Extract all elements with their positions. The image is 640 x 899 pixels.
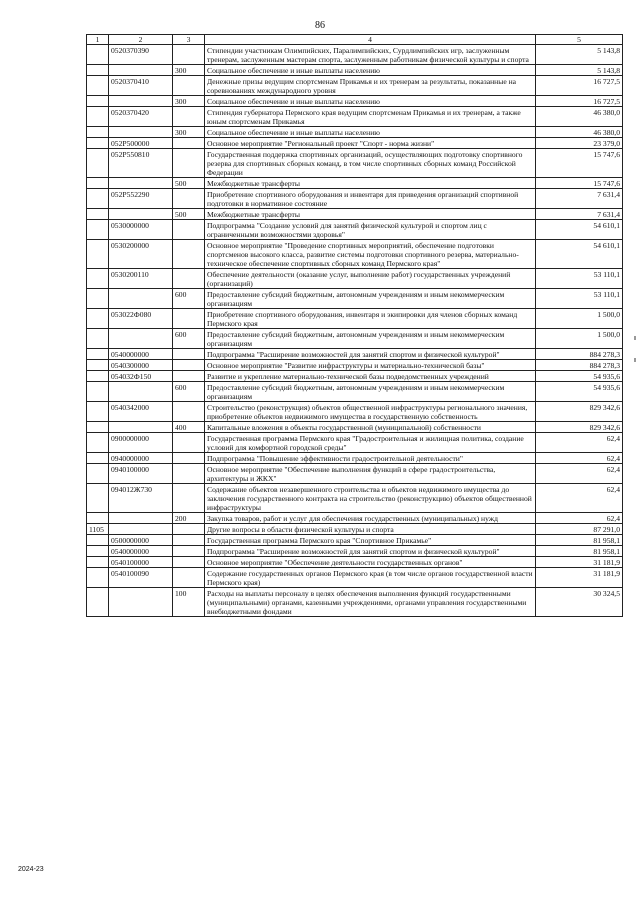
table-row	[87, 45, 623, 65]
section-code-cell	[87, 96, 109, 107]
section-code-cell	[87, 329, 109, 349]
amount-cell: 46 380,0	[536, 127, 623, 138]
section-code-cell	[87, 209, 109, 220]
expense-type-cell	[173, 433, 205, 453]
amount-cell: 53 110,1	[536, 289, 623, 309]
amount-cell: 30 324,5	[536, 588, 623, 617]
table-row	[87, 289, 623, 309]
expense-type-cell: 200	[173, 513, 205, 524]
section-code-cell	[87, 402, 109, 422]
item-name-cell: Капитальные вложения в объекты государственной (муниципальной) собственности	[205, 422, 536, 433]
item-name-cell: Основное мероприятие "Региональный проект "Спорт - норма жизни"	[205, 138, 536, 149]
section-code-cell	[87, 149, 109, 178]
expense-type-cell	[173, 138, 205, 149]
section-code-cell	[87, 464, 109, 484]
amount-cell: 15 747,6	[536, 178, 623, 189]
target-article-cell	[109, 513, 173, 524]
table-row	[87, 309, 623, 329]
target-article-cell: 0540300000	[109, 360, 173, 371]
amount-cell: 16 727,5	[536, 76, 623, 96]
amount-cell: 54 935,6	[536, 371, 623, 382]
table-row	[87, 107, 623, 127]
target-article-cell: 0540000000	[109, 349, 173, 360]
target-article-cell	[109, 127, 173, 138]
expense-type-cell	[173, 453, 205, 464]
table-row	[87, 484, 623, 513]
target-article-cell: 0500000000	[109, 535, 173, 546]
expense-type-cell: 300	[173, 127, 205, 138]
section-code-cell	[87, 189, 109, 209]
target-article-cell	[109, 209, 173, 220]
item-name-cell: Содержание государственных органов Пермского края (в том числе органов государственной власти Пермского края)	[205, 568, 536, 588]
expense-type-cell: 600	[173, 382, 205, 402]
target-article-cell: 0940100000	[109, 464, 173, 484]
table-row	[87, 329, 623, 349]
section-code-cell	[87, 422, 109, 433]
section-code-cell	[87, 382, 109, 402]
section-code-cell	[87, 127, 109, 138]
amount-cell: 54 610,1	[536, 220, 623, 240]
expense-type-cell	[173, 149, 205, 178]
table-row	[87, 422, 623, 433]
table-row	[87, 149, 623, 178]
section-code-cell	[87, 557, 109, 568]
amount-cell: 1 500,0	[536, 329, 623, 349]
amount-cell: 62,4	[536, 484, 623, 513]
section-code-cell	[87, 546, 109, 557]
section-code-cell	[87, 433, 109, 453]
section-code-cell	[87, 289, 109, 309]
expense-type-cell	[173, 557, 205, 568]
target-article-cell: 0530200000	[109, 240, 173, 269]
item-name-cell: Предоставление субсидий бюджетным, автономным учреждениям и иным некоммерческим организациям	[205, 382, 536, 402]
item-name-cell: Строительство (реконструкция) объектов общественной инфраструктуры регионального значения, приобретение объектов недвижимого имущества в государственную собственность	[205, 402, 536, 422]
table-row	[87, 382, 623, 402]
section-code-cell	[87, 309, 109, 329]
amount-cell: 81 958,1	[536, 546, 623, 557]
table-row	[87, 568, 623, 588]
amount-cell: 81 958,1	[536, 535, 623, 546]
amount-cell: 5 143,8	[536, 45, 623, 65]
item-name-cell: Социальное обеспечение и иные выплаты населению	[205, 127, 536, 138]
item-name-cell: Основное мероприятие "Обеспечение выполнения функций в сфере градостроительства, архитектуры и ЖКХ"	[205, 464, 536, 484]
target-article-cell: 0540100000	[109, 557, 173, 568]
expense-type-cell	[173, 568, 205, 588]
section-code-cell	[87, 107, 109, 127]
target-article-cell	[109, 382, 173, 402]
section-code-cell	[87, 269, 109, 289]
target-article-cell	[109, 588, 173, 617]
expense-type-cell	[173, 464, 205, 484]
amount-cell: 884 278,3	[536, 349, 623, 360]
amount-cell: 54 935,6	[536, 382, 623, 402]
target-article-cell: 094012Ж730	[109, 484, 173, 513]
amount-cell: 53 110,1	[536, 269, 623, 289]
item-name-cell: Предоставление субсидий бюджетным, автономным учреждениям и иным некоммерческим организациям	[205, 289, 536, 309]
target-article-cell	[109, 524, 173, 535]
column-header-1: 1	[87, 35, 109, 45]
document-code: 2024-23	[18, 866, 44, 873]
expense-type-cell: 300	[173, 65, 205, 76]
item-name-cell: Социальное обеспечение и иные выплаты населению	[205, 65, 536, 76]
expense-type-cell	[173, 349, 205, 360]
amount-cell: 62,4	[536, 433, 623, 453]
amount-cell: 7 631,4	[536, 189, 623, 209]
expense-type-cell: 500	[173, 209, 205, 220]
item-name-cell: Расходы на выплаты персоналу в целях обеспечения выполнения функций государственными (муниципальными) органами, казенными учреждениями, органами управления государственными внебюджетными фондами	[205, 588, 536, 617]
section-code-cell	[87, 138, 109, 149]
expense-type-cell	[173, 546, 205, 557]
target-article-cell: 0520370410	[109, 76, 173, 96]
section-code-cell	[87, 360, 109, 371]
target-article-cell: 052P500000	[109, 138, 173, 149]
amount-cell: 87 291,0	[536, 524, 623, 535]
target-article-cell: 0520370390	[109, 45, 173, 65]
table-row	[87, 513, 623, 524]
table-row	[87, 402, 623, 422]
amount-cell: 884 278,3	[536, 360, 623, 371]
item-name-cell: Подпрограмма "Расширение возможностей для занятий спортом и физической культурой"	[205, 546, 536, 557]
amount-cell: 46 380,0	[536, 107, 623, 127]
section-code-cell	[87, 65, 109, 76]
amount-cell: 31 181,9	[536, 557, 623, 568]
amount-cell: 16 727,5	[536, 96, 623, 107]
column-header-2: 2	[109, 35, 173, 45]
table-row	[87, 189, 623, 209]
section-code-cell	[87, 484, 109, 513]
amount-cell: 5 143,8	[536, 65, 623, 76]
expense-type-cell	[173, 269, 205, 289]
scan-mark	[634, 336, 636, 340]
table-row	[87, 433, 623, 453]
table-row	[87, 453, 623, 464]
target-article-cell	[109, 65, 173, 76]
item-name-cell: Основное мероприятие "Обеспечение деятельности государственных органов"	[205, 557, 536, 568]
target-article-cell: 0520370420	[109, 107, 173, 127]
item-name-cell: Подпрограмма "Повышение эффективности градостроительной деятельности"	[205, 453, 536, 464]
expense-type-cell	[173, 45, 205, 65]
amount-cell: 1 500,0	[536, 309, 623, 329]
item-name-cell: Государственная программа Пермского края "Спортивное Прикамье"	[205, 535, 536, 546]
table-row	[87, 535, 623, 546]
expense-type-cell	[173, 402, 205, 422]
expense-type-cell	[173, 240, 205, 269]
item-name-cell: Стипендия губернатора Пермского края ведущим спортсменам Прикамья и их тренерам, а также юным спортсменам Прикамья	[205, 107, 536, 127]
header-row	[87, 35, 623, 45]
table-row	[87, 588, 623, 617]
target-article-cell: 054032Ф150	[109, 371, 173, 382]
table-body	[87, 45, 623, 617]
item-name-cell: Стипендии участникам Олимпийских, Паралимпийских, Сурдлимпийских игр, заслуженным тренерам, заслуженным мастерам спорта, заслуженным работникам физической культуры и спорта	[205, 45, 536, 65]
section-code-cell	[87, 349, 109, 360]
item-name-cell: Основное мероприятие "Развитие инфраструктуры и материально-технической базы"	[205, 360, 536, 371]
table-row	[87, 220, 623, 240]
item-name-cell: Обеспечение деятельности (оказание услуг, выполнение работ) государственных учреждений (организаций)	[205, 269, 536, 289]
amount-cell: 829 342,6	[536, 402, 623, 422]
amount-cell: 62,4	[536, 453, 623, 464]
table-row	[87, 546, 623, 557]
item-name-cell: Межбюджетные трансферты	[205, 209, 536, 220]
item-name-cell: Закупка товаров, работ и услуг для обеспечения государственных (муниципальных) нужд	[205, 513, 536, 524]
table-row	[87, 557, 623, 568]
section-code-cell	[87, 513, 109, 524]
target-article-cell	[109, 329, 173, 349]
expense-type-cell: 300	[173, 96, 205, 107]
column-header-3: 3	[173, 35, 205, 45]
item-name-cell: Приобретение спортивного оборудования и инвентаря для приведения организаций спортивной подготовки в нормативное состояние	[205, 189, 536, 209]
table-header	[87, 35, 623, 45]
section-code-cell	[87, 76, 109, 96]
item-name-cell: Государственная поддержка спортивных организаций, осуществляющих подготовку спортивного резерва для спортивных сборных команд, в том числе спортивных сборных команд Российской Федерации	[205, 149, 536, 178]
target-article-cell: 0530000000	[109, 220, 173, 240]
section-code-cell	[87, 588, 109, 617]
target-article-cell: 0540100090	[109, 568, 173, 588]
table-row	[87, 127, 623, 138]
expense-type-cell: 600	[173, 329, 205, 349]
section-code-cell	[87, 220, 109, 240]
scan-mark	[634, 358, 636, 362]
item-name-cell: Приобретение спортивного оборудования, инвентаря и экипировки для членов сборных команд Пермского края	[205, 309, 536, 329]
item-name-cell: Подпрограмма "Расширение возможностей для занятий спортом и физической культурой"	[205, 349, 536, 360]
table-row	[87, 349, 623, 360]
table-row	[87, 524, 623, 535]
target-article-cell	[109, 178, 173, 189]
amount-cell: 31 181,9	[536, 568, 623, 588]
target-article-cell: 0540342000	[109, 402, 173, 422]
section-code-cell	[87, 453, 109, 464]
expense-type-cell	[173, 524, 205, 535]
table-row	[87, 360, 623, 371]
expense-type-cell	[173, 76, 205, 96]
item-name-cell: Развитие и укрепление материально-технической базы подведомственных учреждений	[205, 371, 536, 382]
amount-cell: 62,4	[536, 464, 623, 484]
table-row	[87, 76, 623, 96]
section-code-cell: 1105	[87, 524, 109, 535]
expense-type-cell	[173, 220, 205, 240]
amount-cell: 62,4	[536, 513, 623, 524]
section-code-cell	[87, 45, 109, 65]
column-header-4: 4	[205, 35, 536, 45]
expense-type-cell: 400	[173, 422, 205, 433]
expense-type-cell	[173, 107, 205, 127]
item-name-cell: Государственная программа Пермского края "Градостроительная и жилищная политика, создание условий для комфортной городской среды"	[205, 433, 536, 453]
table-row	[87, 65, 623, 76]
expense-type-cell	[173, 535, 205, 546]
expense-type-cell: 100	[173, 588, 205, 617]
item-name-cell: Содержание объектов незавершенного строительства и объектов недвижимого имущества до заключения государственного контракта на строительство (реконструкцию) объектов общественной инфраструктуры	[205, 484, 536, 513]
amount-cell: 15 747,6	[536, 149, 623, 178]
section-code-cell	[87, 535, 109, 546]
expense-type-cell: 500	[173, 178, 205, 189]
item-name-cell: Основное мероприятие "Проведение спортивных мероприятий, обеспечение подготовки спортсменов высокого класса, развитие системы подготовки спортивного резерва, материально-техническое обеспечение спортивных сборных команд Пермского края"	[205, 240, 536, 269]
section-code-cell	[87, 178, 109, 189]
amount-cell: 23 379,0	[536, 138, 623, 149]
item-name-cell: Социальное обеспечение и иные выплаты населению	[205, 96, 536, 107]
amount-cell: 7 631,4	[536, 209, 623, 220]
page-number: 86	[315, 20, 325, 31]
section-code-cell	[87, 371, 109, 382]
expense-type-cell	[173, 309, 205, 329]
expense-type-cell	[173, 360, 205, 371]
target-article-cell: 0940000000	[109, 453, 173, 464]
section-code-cell	[87, 568, 109, 588]
column-header-5: 5	[536, 35, 623, 45]
target-article-cell: 0540000000	[109, 546, 173, 557]
amount-cell: 54 610,1	[536, 240, 623, 269]
target-article-cell: 0530200110	[109, 269, 173, 289]
table-row	[87, 209, 623, 220]
target-article-cell	[109, 96, 173, 107]
target-article-cell	[109, 289, 173, 309]
item-name-cell: Подпрограмма "Создание условий для занятий физической культурой и спортом лиц с ограниченными возможностями здоровья"	[205, 220, 536, 240]
table-row	[87, 269, 623, 289]
item-name-cell: Межбюджетные трансферты	[205, 178, 536, 189]
expense-type-cell	[173, 189, 205, 209]
table-row	[87, 96, 623, 107]
budget-table	[86, 34, 623, 617]
expense-type-cell	[173, 484, 205, 513]
expense-type-cell	[173, 371, 205, 382]
table-row	[87, 178, 623, 189]
target-article-cell	[109, 422, 173, 433]
expense-type-cell: 600	[173, 289, 205, 309]
amount-cell: 829 342,6	[536, 422, 623, 433]
item-name-cell: Другие вопросы в области физической культуры и спорта	[205, 524, 536, 535]
section-code-cell	[87, 240, 109, 269]
table-row	[87, 371, 623, 382]
item-name-cell: Предоставление субсидий бюджетным, автономным учреждениям и иным некоммерческим организациям	[205, 329, 536, 349]
item-name-cell: Денежные призы ведущим спортсменам Прикамья и их тренерам за результаты, показанные на соревнованиях международного уровня	[205, 76, 536, 96]
table-row	[87, 464, 623, 484]
target-article-cell: 052P552290	[109, 189, 173, 209]
target-article-cell: 052P550810	[109, 149, 173, 178]
target-article-cell: 0900000000	[109, 433, 173, 453]
table-row	[87, 138, 623, 149]
target-article-cell: 053022Ф080	[109, 309, 173, 329]
table-row	[87, 240, 623, 269]
